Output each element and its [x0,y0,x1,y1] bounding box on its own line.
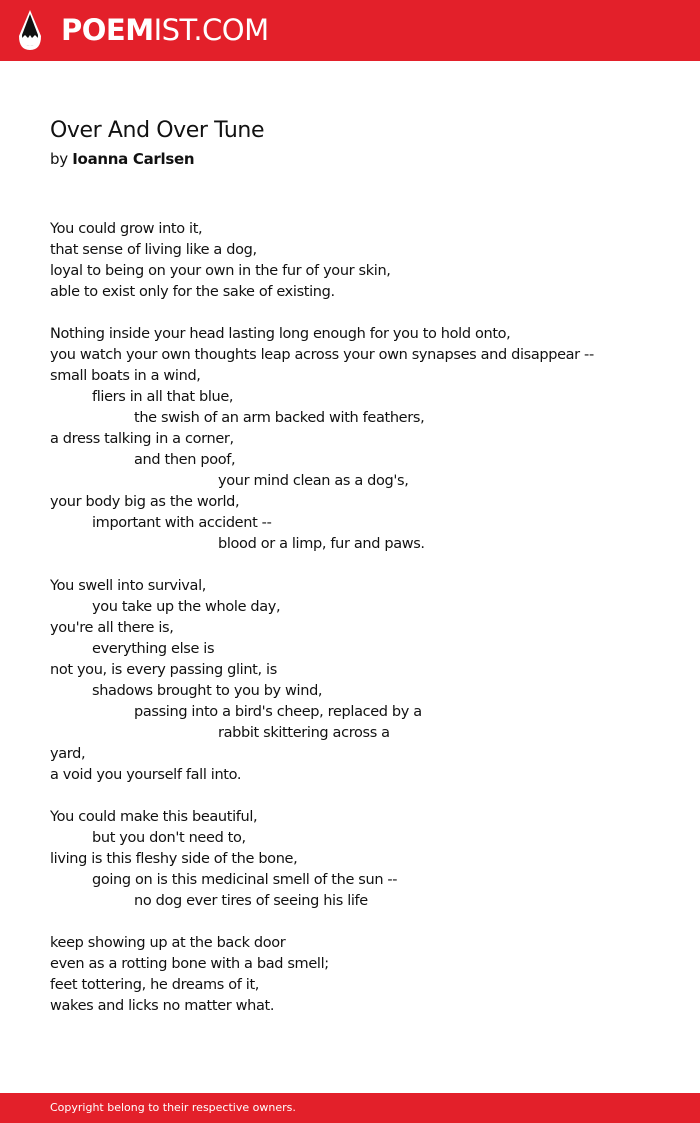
poem-line: a dress talking in a corner, [50,431,234,447]
byline-prefix: by [50,150,68,168]
poem-line: Nothing inside your head lasting long enough for you to hold onto, [50,326,511,342]
poem-line: but you don't need to, [92,830,246,846]
poem-line: living is this fleshy side of the bone, [50,851,298,867]
poem-line: fliers in all that blue, [92,389,234,405]
poem-line: feet tottering, he dreams of it, [50,977,260,993]
stanza-break [50,303,670,324]
poem-title: Over And Over Tune [50,118,265,143]
poem-line: rabbit skittering across a [218,725,390,741]
pencil-tip-icon[interactable] [17,9,43,51]
poem-line: yard, [50,746,86,762]
site-footer [0,1093,700,1123]
poem-body [50,219,670,1017]
copyright-notice: Copyright belong to their respective owners. [50,1101,296,1114]
poem-line: loyal to being on your own in the fur of your skin, [50,263,391,279]
poem-line: no dog ever tires of seeing his life [134,893,368,909]
site-header [0,0,700,61]
poem-line: you watch your own thoughts leap across your own synapses and disappear -- [50,347,594,363]
poem-line: You could grow into it, [50,221,203,237]
poem-line: able to exist only for the sake of existing. [50,284,335,300]
poem-line: your mind clean as a dog's, [218,473,409,489]
poem-line: blood or a limp, fur and paws. [218,536,425,552]
poem-line: wakes and licks no matter what. [50,998,275,1014]
poem-line: shadows brought to you by wind, [92,683,323,699]
poem-line: the swish of an arm backed with feathers, [134,410,425,426]
poem-line: you take up the whole day, [92,599,281,615]
stanza-break [50,912,670,933]
poem-line: your body big as the world, [50,494,240,510]
poem-byline [50,149,194,169]
poem-line: important with accident -- [92,515,272,531]
poem-line: small boats in a wind, [50,368,201,384]
poem-line: even as a rotting bone with a bad smell; [50,956,329,972]
poem-line: a void you yourself fall into. [50,767,242,783]
stanza-break [50,555,670,576]
poem-line: passing into a bird's cheep, replaced by a [134,704,422,720]
poem-line: You swell into survival, [50,578,207,594]
poem-line: going on is this medicinal smell of the sun -- [92,872,398,888]
poem-line: that sense of living like a dog, [50,242,257,258]
stanza-break [50,786,670,807]
poem-line: not you, is every passing glint, is [50,662,277,678]
poem-line: and then poof, [134,452,236,468]
brand-strong-text: POEM [61,13,154,47]
poem-author: Ioanna Carlsen [72,150,195,168]
brand-light-text: IST.COM [153,13,269,47]
poem-line: you're all there is, [50,620,174,636]
site-logo-text[interactable] [61,13,269,47]
poem-line: You could make this beautiful, [50,809,258,825]
poem-line: keep showing up at the back door [50,935,286,951]
poem-line: everything else is [92,641,215,657]
